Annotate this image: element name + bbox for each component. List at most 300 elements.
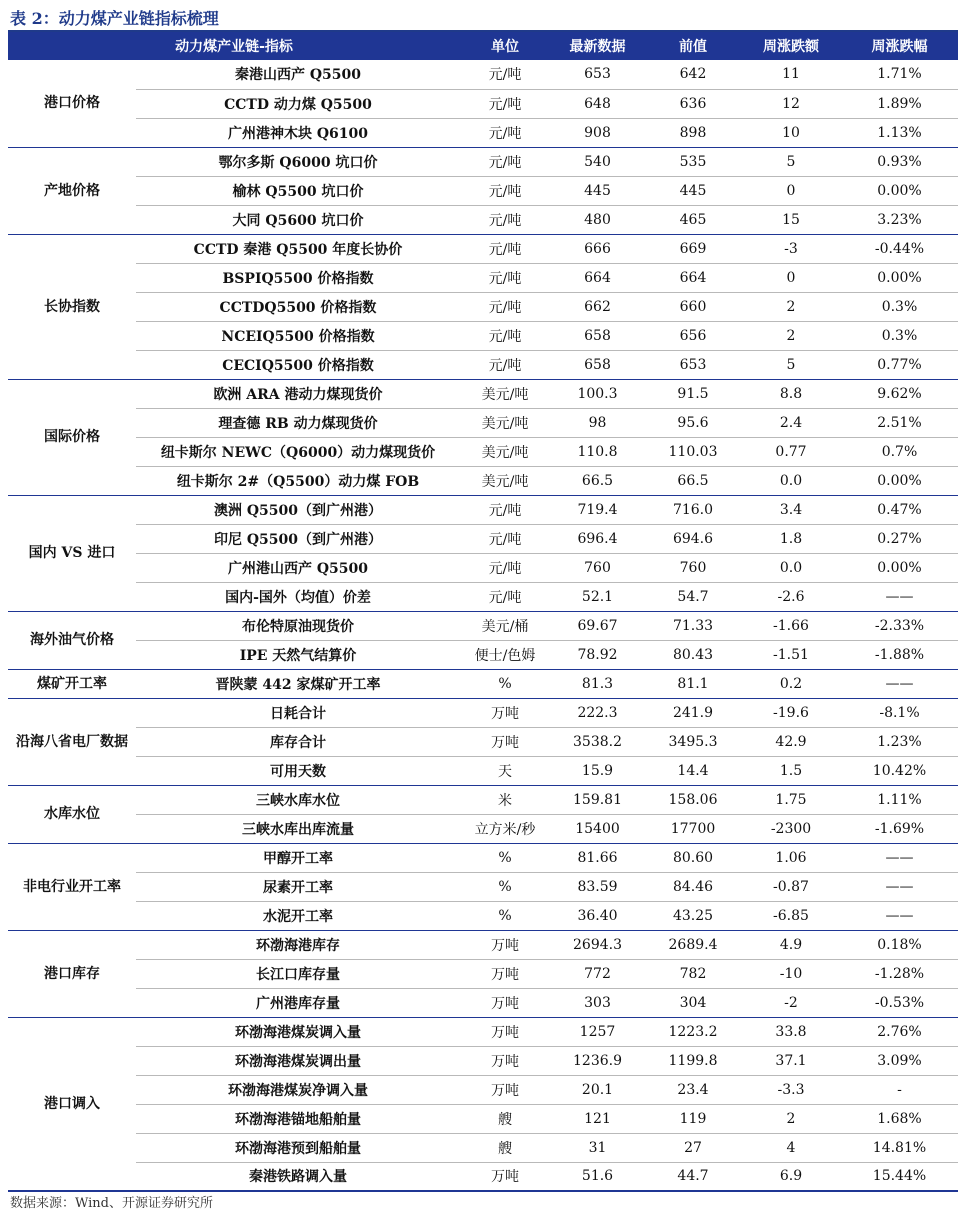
weekly-change-cell: 1.5 (779, 762, 803, 779)
header-weekly-pct: 周涨跌幅 (871, 39, 928, 55)
previous-value-cell: 23.4 (645, 1075, 741, 1104)
weekly-change-cell: 0.0 (779, 472, 803, 489)
group-category-label: 水库水位 (44, 806, 100, 822)
latest-value-cell: 648 (550, 89, 645, 118)
previous-value-cell: 54.7 (677, 588, 709, 605)
weekly-change-cell: 5 (741, 147, 841, 176)
weekly-change-cell: 0.0 (741, 553, 841, 582)
unit-cell: 万吨 (460, 1017, 550, 1046)
weekly-pct-cell: 0.27% (841, 524, 958, 553)
table-row (8, 1075, 958, 1104)
weekly-change-cell: 10 (782, 124, 800, 141)
group-category-label: 海外油气价格 (30, 632, 114, 648)
data-source-note: 数据来源：Wind、开源证券研究所 (10, 1196, 213, 1211)
weekly-pct-cell: —— (885, 675, 914, 692)
unit-cell: 元/吨 (460, 553, 550, 582)
table-row (8, 1104, 958, 1133)
latest-value-cell: 100.3 (550, 379, 645, 408)
unit-cell: 元/吨 (460, 524, 550, 553)
weekly-pct-cell: 3.09% (841, 1046, 958, 1075)
previous-value-cell: 91.5 (645, 379, 741, 408)
latest-value-cell: 2694.3 (550, 930, 645, 959)
weekly-change-cell: -2.6 (777, 588, 805, 605)
weekly-change-cell: 42.9 (741, 727, 841, 756)
previous-value-cell: 694.6 (645, 524, 741, 553)
previous-value-cell: 43.25 (672, 907, 714, 924)
weekly-change-cell: -3.3 (741, 1075, 841, 1104)
table-row (8, 988, 958, 1017)
weekly-change-cell: 0 (741, 263, 841, 292)
indicator-name-cell: 广州港库存量 (256, 995, 340, 1012)
weekly-pct-cell: 0.7% (841, 437, 958, 466)
weekly-change-cell: -19.6 (741, 698, 841, 727)
weekly-change-cell: 12 (741, 89, 841, 118)
table-row (8, 582, 958, 611)
unit-cell: 元/吨 (460, 321, 550, 350)
unit-cell: 元/吨 (488, 589, 522, 606)
unit-cell: 万吨 (460, 959, 550, 988)
group-category-label: 产地价格 (44, 182, 100, 199)
table-row (8, 321, 958, 350)
previous-value-cell: 716.0 (645, 495, 741, 524)
latest-value-cell: 36.40 (577, 907, 618, 924)
indicator-name-cell: 秦港山西产 Q5500 (136, 60, 460, 89)
indicator-group (8, 495, 958, 611)
previous-value-cell: 84.46 (645, 872, 741, 901)
table-row (8, 350, 958, 379)
indicator-group (8, 234, 958, 379)
unit-cell: 万吨 (491, 995, 519, 1012)
weekly-change-cell: -6.85 (773, 907, 809, 924)
previous-value-cell: 3495.3 (645, 727, 741, 756)
table-row (8, 1046, 958, 1075)
latest-value-cell: 20.1 (550, 1075, 645, 1104)
indicator-name-cell: 环渤海港预到船舶量 (136, 1133, 460, 1162)
unit-cell: % (460, 872, 550, 901)
weekly-pct-cell: 1.23% (841, 727, 958, 756)
header-latest: 最新数据 (569, 39, 626, 55)
unit-cell: % (498, 907, 512, 924)
indicator-name-cell: 广州港山西产 Q5500 (136, 553, 460, 582)
weekly-pct-cell: —— (885, 907, 914, 924)
weekly-change-cell: 2 (741, 1104, 841, 1133)
weekly-pct-cell: 3.23% (877, 211, 922, 228)
weekly-pct-cell: 0.93% (841, 147, 958, 176)
weekly-pct-cell: 0.47% (841, 495, 958, 524)
indicator-group (8, 611, 958, 669)
weekly-change-cell: 8.8 (741, 379, 841, 408)
group-category-label: 国际价格 (44, 429, 100, 445)
weekly-pct-cell: —— (841, 843, 958, 872)
table-row (8, 89, 958, 118)
header-previous: 前值 (679, 39, 707, 55)
latest-value-cell: 445 (550, 176, 645, 205)
weekly-change-cell: -0.87 (741, 872, 841, 901)
previous-value-cell: 80.60 (645, 843, 741, 872)
indicator-group (8, 698, 958, 785)
weekly-pct-cell: 1.13% (877, 124, 922, 141)
weekly-pct-cell: -1.88% (874, 646, 925, 663)
weekly-change-cell: 6.9 (779, 1168, 803, 1185)
previous-value-cell: 110.03 (645, 437, 741, 466)
header-weekly-change: 周涨跌额 (763, 39, 819, 55)
table-row (8, 234, 958, 263)
weekly-change-cell: -2 (784, 994, 798, 1011)
indicator-name-cell: 水泥开工率 (263, 908, 333, 925)
indicator-name-cell: 环渤海港库存 (136, 930, 460, 959)
latest-value-cell: 31 (550, 1133, 645, 1162)
weekly-change-cell: -3 (741, 234, 841, 263)
table-row (8, 524, 958, 553)
unit-cell: 艘 (460, 1133, 550, 1162)
unit-cell: 万吨 (491, 1169, 519, 1186)
latest-value-cell: 66.5 (581, 472, 614, 489)
unit-cell: 元/吨 (488, 125, 522, 142)
unit-cell: 万吨 (460, 698, 550, 727)
table-title: 表 2：动力煤产业链指标梳理 (10, 9, 219, 28)
latest-value-cell: 110.8 (550, 437, 645, 466)
weekly-change-cell: 2 (741, 321, 841, 350)
table-row (8, 814, 958, 843)
weekly-change-cell: 0 (741, 176, 841, 205)
unit-cell: 元/吨 (460, 263, 550, 292)
weekly-pct-cell: 1.11% (841, 785, 958, 814)
previous-value-cell: 17700 (670, 820, 716, 837)
indicator-name-cell: 欧洲 ARA 港动力煤现货价 (136, 379, 460, 408)
weekly-pct-cell: -1.28% (841, 959, 958, 988)
indicator-name-cell: 澳洲 Q5500（到广州港） (136, 495, 460, 524)
unit-cell: 元/吨 (488, 212, 522, 229)
indicator-group (8, 1017, 958, 1191)
unit-cell: 元/吨 (460, 60, 550, 89)
weekly-change-cell: 2.4 (741, 408, 841, 437)
latest-value-cell: 658 (584, 356, 611, 373)
unit-cell: 美元/吨 (460, 379, 550, 408)
latest-value-cell: 480 (584, 211, 611, 228)
table-row (8, 495, 958, 524)
weekly-change-cell: 11 (741, 60, 841, 89)
weekly-change-cell: 0.2 (779, 675, 803, 692)
unit-cell: 元/吨 (460, 147, 550, 176)
table-row (8, 118, 958, 147)
previous-value-cell: 158.06 (645, 785, 741, 814)
previous-value-cell: 71.33 (645, 611, 741, 640)
unit-cell: 万吨 (460, 930, 550, 959)
table-row (8, 930, 958, 959)
table-row (8, 176, 958, 205)
indicator-name-cell: 纽卡斯尔 2#（Q5500）动力煤 FOB (176, 473, 420, 490)
unit-cell: 便士/色姆 (474, 647, 536, 664)
indicator-group (8, 60, 958, 147)
table-row (8, 756, 958, 785)
table-row (8, 785, 958, 814)
indicator-name-cell: 理查德 RB 动力煤现货价 (136, 408, 460, 437)
previous-value-cell: 465 (679, 211, 707, 228)
table-row (8, 408, 958, 437)
group-category-label: 国内 VS 进口 (28, 545, 116, 561)
indicator-name-cell: 布伦特原油现货价 (136, 611, 460, 640)
previous-value-cell: 80.43 (672, 646, 714, 663)
table-row (8, 640, 958, 669)
latest-value-cell: 78.92 (577, 646, 618, 663)
previous-value-cell: 81.1 (677, 675, 709, 692)
previous-value-cell: 669 (645, 234, 741, 263)
unit-cell: 万吨 (460, 727, 550, 756)
table-row (8, 1162, 958, 1191)
weekly-pct-cell: 0.00% (841, 263, 958, 292)
group-category-label: 非电行业开工率 (23, 878, 121, 895)
previous-value-cell: 119 (645, 1104, 741, 1133)
latest-value-cell: 15400 (575, 820, 620, 837)
weekly-pct-cell: -8.1% (841, 698, 958, 727)
indicator-name-cell: NCEIQ5500 价格指数 (136, 321, 460, 350)
latest-value-cell: 666 (550, 234, 645, 263)
unit-cell: 美元/吨 (460, 408, 550, 437)
previous-value-cell: 14.4 (677, 762, 709, 779)
previous-value-cell: 27 (645, 1133, 741, 1162)
table-row (8, 553, 958, 582)
weekly-change-cell: 1.75 (741, 785, 841, 814)
indicator-group (8, 785, 958, 843)
latest-value-cell: 3538.2 (550, 727, 645, 756)
indicator-name-cell: 甲醇开工率 (136, 843, 460, 872)
indicator-name-cell: CCTD 秦港 Q5500 年度长协价 (136, 234, 460, 263)
latest-value-cell: 664 (550, 263, 645, 292)
unit-cell: 元/吨 (488, 357, 522, 374)
previous-value-cell: 782 (645, 959, 741, 988)
weekly-pct-cell: -1.69% (874, 820, 925, 837)
previous-value-cell: 304 (679, 994, 707, 1011)
latest-value-cell: 83.59 (550, 872, 645, 901)
table-row (8, 1133, 958, 1162)
unit-cell: 艘 (460, 1104, 550, 1133)
latest-value-cell: 719.4 (550, 495, 645, 524)
previous-value-cell: 656 (645, 321, 741, 350)
weekly-pct-cell: —— (885, 588, 914, 605)
table-row (8, 727, 958, 756)
indicator-name-cell: 可用天数 (270, 763, 326, 780)
indicator-name-cell: 国内-国外（均值）价差 (225, 589, 371, 606)
latest-value-cell: 303 (584, 994, 611, 1011)
weekly-change-cell: 4.9 (741, 930, 841, 959)
indicator-name-cell: 库存合计 (136, 727, 460, 756)
previous-value-cell: 653 (679, 356, 707, 373)
weekly-pct-cell: 10.42% (872, 762, 927, 779)
unit-cell: % (460, 843, 550, 872)
table-row (8, 263, 958, 292)
table-row (8, 292, 958, 321)
weekly-change-cell: 3.4 (741, 495, 841, 524)
weekly-change-cell: -2300 (770, 820, 812, 837)
indicator-name-cell: 环渤海港煤炭净调入量 (136, 1075, 460, 1104)
weekly-pct-cell: 0.18% (841, 930, 958, 959)
weekly-change-cell: 37.1 (741, 1046, 841, 1075)
indicator-name-cell: 环渤海港锚地船舶量 (136, 1104, 460, 1133)
unit-cell: 天 (498, 763, 512, 780)
latest-value-cell: 540 (550, 147, 645, 176)
table-row (8, 466, 958, 495)
latest-value-cell: 1257 (550, 1017, 645, 1046)
indicator-name-cell: 印尼 Q5500（到广州港） (136, 524, 460, 553)
unit-cell: 元/吨 (460, 495, 550, 524)
unit-cell: 元/吨 (460, 176, 550, 205)
indicator-name-cell: IPE 天然气结算价 (239, 647, 357, 664)
weekly-change-cell: 33.8 (741, 1017, 841, 1046)
weekly-pct-cell: -2.33% (841, 611, 958, 640)
indicator-name-cell: 秦港铁路调入量 (249, 1169, 347, 1186)
unit-cell: 元/吨 (460, 292, 550, 321)
weekly-change-cell: 2 (741, 292, 841, 321)
previous-value-cell: 636 (645, 89, 741, 118)
previous-value-cell: 760 (645, 553, 741, 582)
unit-cell: % (498, 675, 512, 692)
indicator-name-cell: 纽卡斯尔 NEWC（Q6000）动力煤现货价 (136, 437, 460, 466)
latest-value-cell: 15.9 (581, 762, 614, 779)
latest-value-cell: 908 (584, 124, 611, 141)
previous-value-cell: 898 (679, 124, 707, 141)
indicator-name-cell: 三峡水库水位 (136, 785, 460, 814)
unit-cell: 美元/桶 (460, 611, 550, 640)
previous-value-cell: 1223.2 (645, 1017, 741, 1046)
weekly-pct-cell: 2.76% (841, 1017, 958, 1046)
latest-value-cell: 81.66 (550, 843, 645, 872)
indicator-table (8, 32, 958, 1192)
weekly-change-cell: -1.51 (773, 646, 809, 663)
weekly-pct-cell: 0.3% (841, 292, 958, 321)
indicator-name-cell: 榆林 Q5500 坑口价 (136, 176, 460, 205)
table-row (8, 901, 958, 930)
group-category-label: 港口价格 (44, 95, 100, 112)
indicator-name-cell: 鄂尔多斯 Q6000 坑口价 (136, 147, 460, 176)
unit-cell: 米 (460, 785, 550, 814)
indicator-name-cell: BSPIQ5500 价格指数 (136, 263, 460, 292)
indicator-name-cell: 大同 Q5600 坑口价 (232, 212, 364, 229)
weekly-pct-cell: 0.00% (841, 553, 958, 582)
latest-value-cell: 51.6 (581, 1168, 614, 1185)
unit-cell: 美元/吨 (481, 473, 529, 490)
previous-value-cell: 241.9 (645, 698, 741, 727)
weekly-pct-cell: 0.3% (841, 321, 958, 350)
latest-value-cell: 69.67 (550, 611, 645, 640)
indicator-name-cell: 三峡水库出库流量 (242, 821, 354, 838)
indicator-name-cell: 长江口库存量 (136, 959, 460, 988)
indicator-group (8, 930, 958, 1017)
previous-value-cell: 2689.4 (645, 930, 741, 959)
weekly-pct-cell: 1.89% (841, 89, 958, 118)
table-row (8, 611, 958, 640)
unit-cell: 元/吨 (460, 234, 550, 263)
latest-value-cell: 662 (550, 292, 645, 321)
unit-cell: 万吨 (460, 1075, 550, 1104)
weekly-pct-cell: 1.71% (841, 60, 958, 89)
indicator-name-cell: 环渤海港煤炭调入量 (136, 1017, 460, 1046)
group-category-label: 港口库存 (44, 965, 100, 982)
latest-value-cell: 658 (550, 321, 645, 350)
latest-value-cell: 222.3 (550, 698, 645, 727)
latest-value-cell: 81.3 (581, 675, 614, 692)
table-row (8, 379, 958, 408)
unit-cell: 万吨 (460, 1046, 550, 1075)
table-row (8, 872, 958, 901)
previous-value-cell: 535 (645, 147, 741, 176)
weekly-pct-cell: 14.81% (841, 1133, 958, 1162)
indicator-name-cell: 广州港神木块 Q6100 (227, 125, 369, 142)
table-row (8, 60, 958, 89)
weekly-pct-cell: 9.62% (841, 379, 958, 408)
header-indicator: 动力煤产业链-指标 (175, 39, 293, 55)
header-unit: 单位 (491, 39, 519, 55)
previous-value-cell: 445 (645, 176, 741, 205)
indicator-group (8, 379, 958, 495)
group-category-label: 煤矿开工率 (37, 675, 107, 692)
latest-value-cell: 760 (550, 553, 645, 582)
table-row (8, 1017, 958, 1046)
indicator-group (8, 843, 958, 930)
indicator-name-cell: CCTDQ5500 价格指数 (136, 292, 460, 321)
table-row (8, 843, 958, 872)
weekly-pct-cell: -0.44% (841, 234, 958, 263)
table-row (8, 205, 958, 234)
unit-cell: 元/吨 (460, 89, 550, 118)
weekly-change-cell: -1.66 (741, 611, 841, 640)
table-row (8, 698, 958, 727)
group-category-label: 沿海八省电厂数据 (16, 733, 128, 750)
latest-value-cell: 696.4 (550, 524, 645, 553)
latest-value-cell: 52.1 (581, 588, 614, 605)
weekly-change-cell: 4 (741, 1133, 841, 1162)
latest-value-cell: 121 (550, 1104, 645, 1133)
latest-value-cell: 653 (550, 60, 645, 89)
previous-value-cell: 1199.8 (645, 1046, 741, 1075)
weekly-pct-cell: - (841, 1075, 958, 1104)
weekly-pct-cell: —— (841, 872, 958, 901)
table-row (8, 669, 958, 698)
table-row (8, 959, 958, 988)
weekly-change-cell: 1.06 (741, 843, 841, 872)
indicator-name-cell: 尿素开工率 (136, 872, 460, 901)
weekly-pct-cell: 15.44% (872, 1168, 927, 1185)
weekly-change-cell: -10 (741, 959, 841, 988)
indicator-name-cell: 日耗合计 (136, 698, 460, 727)
previous-value-cell: 660 (645, 292, 741, 321)
weekly-pct-cell: 0.00% (841, 176, 958, 205)
weekly-change-cell: 5 (786, 356, 796, 373)
latest-value-cell: 159.81 (550, 785, 645, 814)
weekly-change-cell: 1.8 (741, 524, 841, 553)
weekly-pct-cell: 2.51% (841, 408, 958, 437)
weekly-pct-cell: 1.68% (841, 1104, 958, 1133)
weekly-pct-cell: 0.77% (877, 356, 922, 373)
weekly-pct-cell: -0.53% (874, 994, 925, 1011)
table-row (8, 437, 958, 466)
previous-value-cell: 95.6 (645, 408, 741, 437)
indicator-group (8, 147, 958, 234)
weekly-change-cell: 15 (782, 211, 800, 228)
previous-value-cell: 642 (645, 60, 741, 89)
previous-value-cell: 44.7 (677, 1168, 709, 1185)
unit-cell: 立方米/秒 (474, 821, 536, 838)
indicator-group (8, 669, 958, 698)
weekly-pct-cell: 0.00% (877, 472, 922, 489)
indicator-name-cell: 环渤海港煤炭调出量 (136, 1046, 460, 1075)
group-category-label: 港口调入 (44, 1095, 100, 1112)
latest-value-cell: 772 (550, 959, 645, 988)
table-header (8, 32, 958, 60)
latest-value-cell: 1236.9 (550, 1046, 645, 1075)
indicator-name-cell: CECIQ5500 价格指数 (222, 357, 374, 374)
previous-value-cell: 66.5 (677, 472, 709, 489)
previous-value-cell: 664 (645, 263, 741, 292)
